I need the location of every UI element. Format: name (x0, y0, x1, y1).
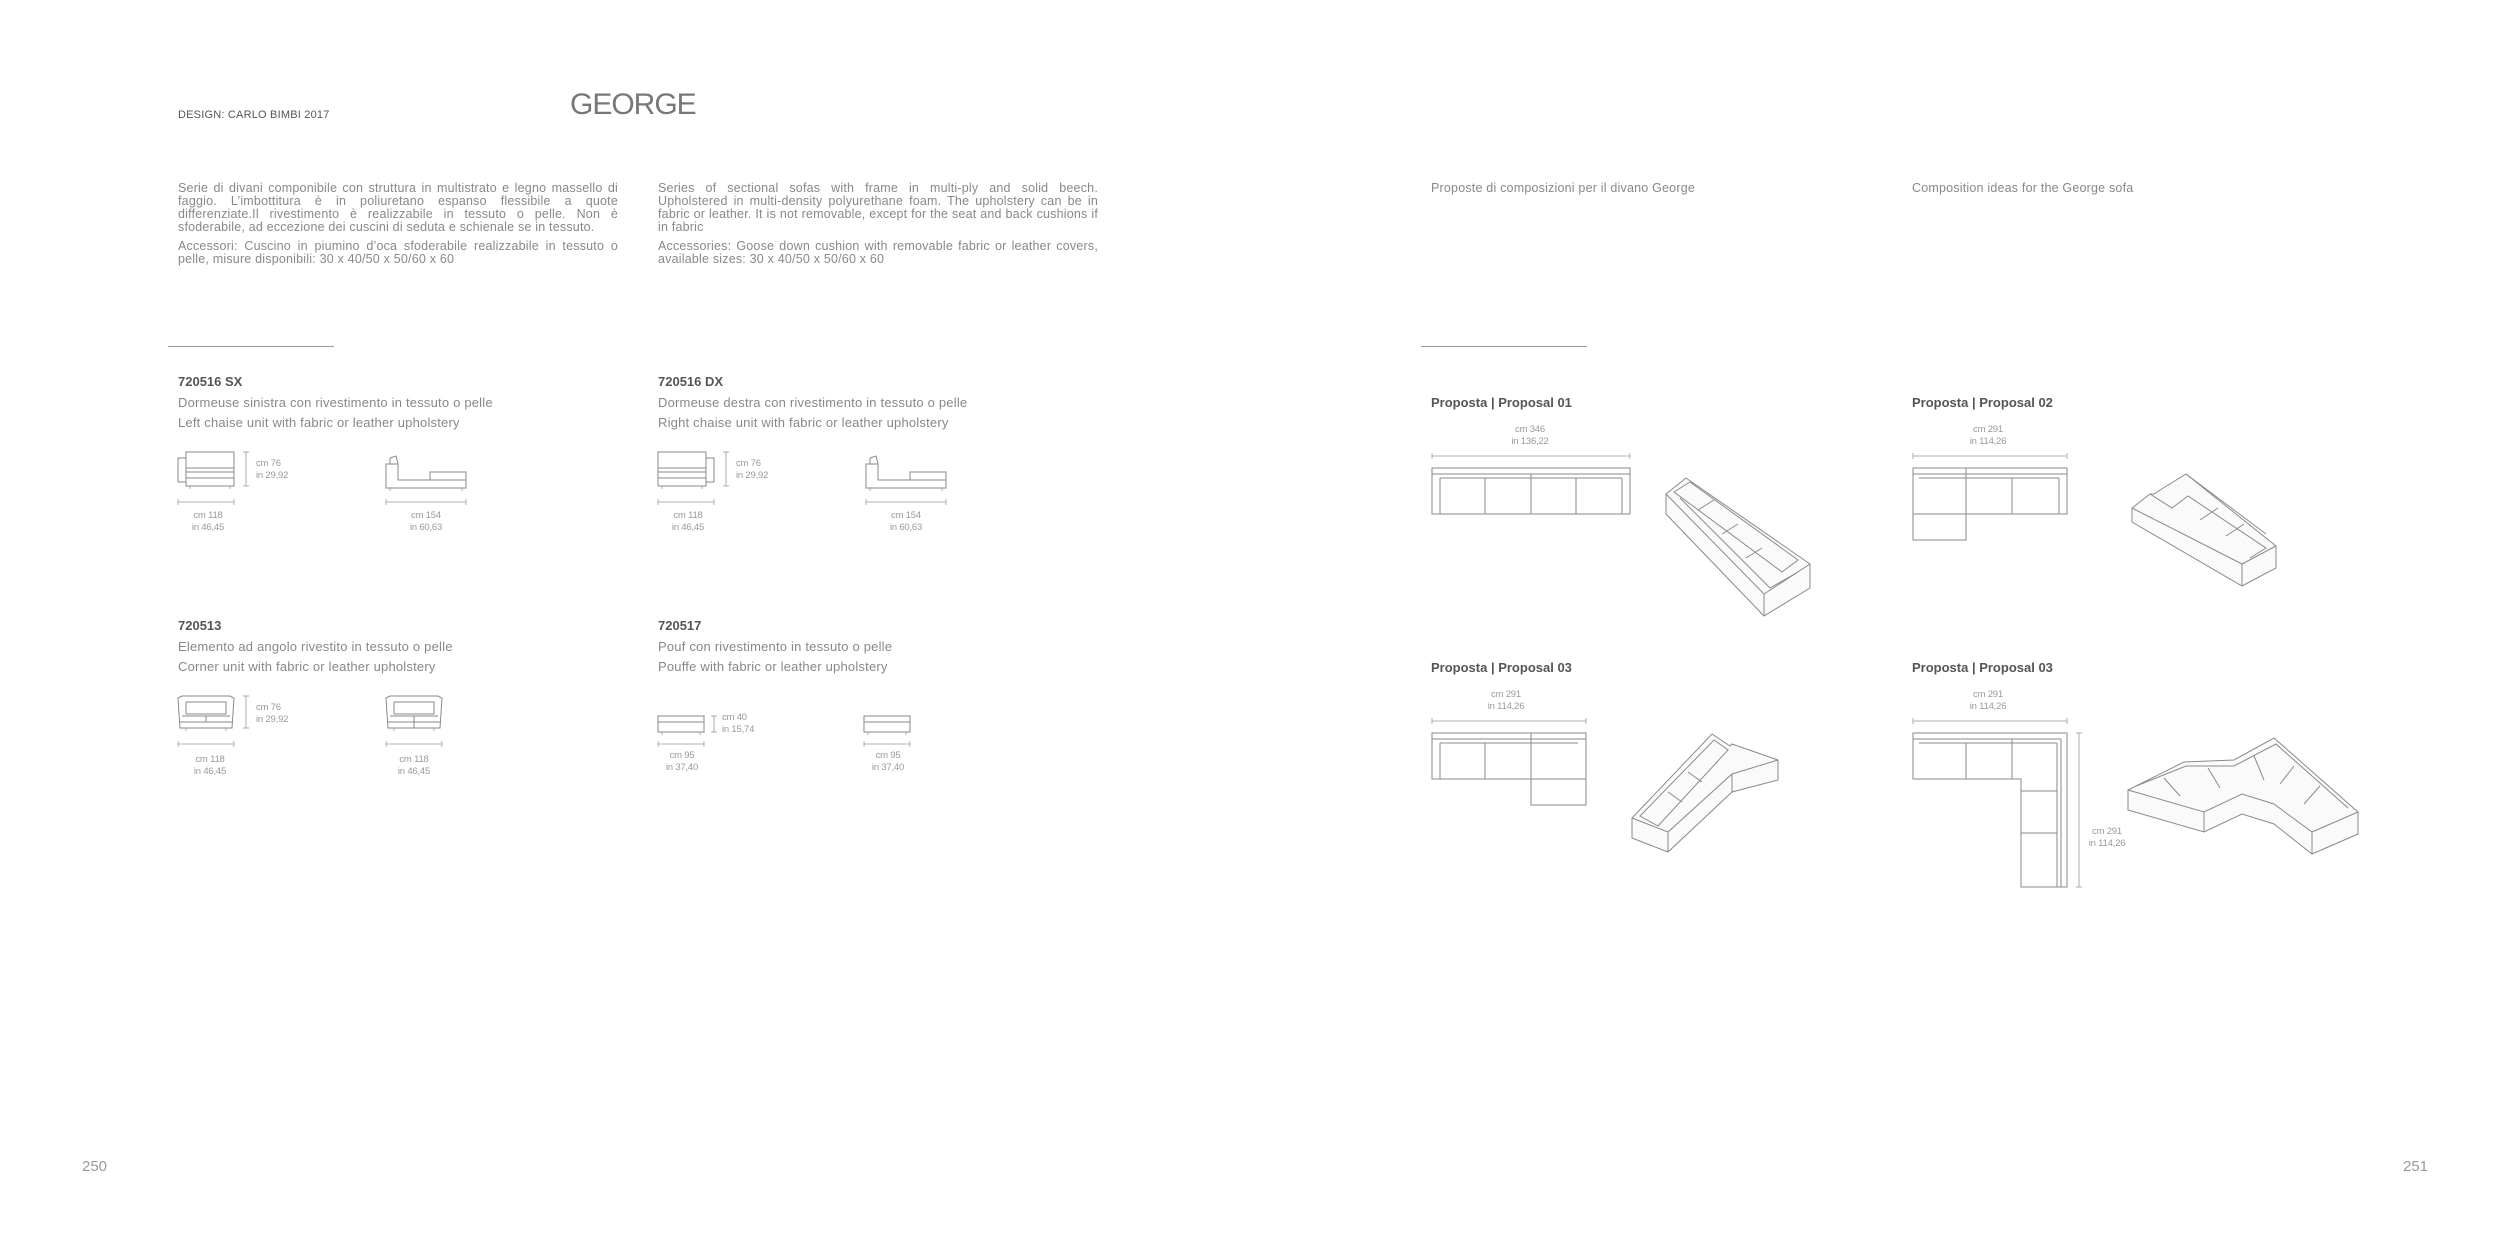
proposal-02-width (1958, 424, 2018, 448)
depth-cm: cm 291 (2092, 826, 2122, 837)
width-cm: cm 95 (875, 750, 901, 761)
corner-unit-front-drawing (384, 692, 454, 752)
width-cm: cm 95 (669, 750, 695, 761)
width-cm: cm 118 (673, 510, 703, 521)
width-dimension-1 (178, 510, 238, 534)
product-desc-it: Dormeuse sinistra con rivestimento in tessuto o pelle (178, 395, 493, 410)
height-in: in 29,92 (256, 470, 289, 481)
width-cm: cm 291 (1491, 689, 1521, 700)
height-cm: cm 40 (722, 712, 747, 723)
product-desc-it: Dormeuse destra con rivestimento in tessuto o pelle (658, 395, 968, 410)
width-cm: cm 118 (399, 754, 429, 765)
compositions-intro-en: Composition ideas for the George sofa (1912, 181, 2134, 195)
width-cm: cm 118 (193, 510, 223, 521)
width-in: in 46,45 (193, 766, 227, 777)
product-desc-en: Left chaise unit with fabric or leather upholstery (178, 415, 460, 430)
product-desc-it: Pouf con rivestimento in tessuto o pelle (658, 639, 893, 654)
proposal-01-width (1500, 424, 1560, 448)
product-720516-sx (178, 374, 618, 433)
width-in: in 114,26 (1969, 436, 2007, 447)
width-cm: cm 154 (891, 510, 921, 521)
product-720516-dx (658, 374, 1098, 433)
proposal-04-title: Proposta | Proposal 03 (1912, 660, 2053, 675)
width-dimension-2 (858, 750, 918, 774)
height-in: in 29,92 (736, 470, 769, 481)
height-cm: cm 76 (256, 702, 281, 713)
proposal-04-plan (1909, 713, 2089, 893)
product-desc-en: Pouffe with fabric or leather upholstery (658, 659, 888, 674)
width-in: in 46,45 (397, 766, 431, 777)
intro-english-p2: Accessories: Goose down cushion with removable fabric or leather covers, available sizes: 30 x 40/50 x 50/60 x 60 (658, 239, 1098, 266)
section-divider-left (168, 346, 334, 347)
height-cm: cm 76 (256, 458, 281, 469)
height-dimension (256, 702, 288, 726)
proposal-03-plan (1428, 713, 1598, 813)
width-in: in 37,40 (665, 762, 699, 773)
intro-italian-p1: Serie di divani componibile con struttura in multistrato e legno massello di faggio. L’imbottitura è in poliuretano espanso flessibile a quote differenziate.Il rivestimento è realizzabile in tessuto o pelle. Non è sfoderabile, ad eccezione dei cuscini di seduta e schienale se in tessuto. (178, 181, 618, 234)
height-dimension (736, 458, 768, 482)
width-in: in 60,63 (409, 522, 443, 533)
proposal-03-perspective (1628, 730, 1788, 860)
width-cm: cm 291 (1973, 689, 2003, 700)
proposal-01-perspective (1660, 464, 1820, 624)
proposal-04-width (1958, 689, 2018, 713)
proposal-04-perspective (2124, 730, 2364, 860)
product-desc-en: Right chaise unit with fabric or leather upholstery (658, 415, 949, 430)
product-code: 720513 (178, 618, 222, 633)
product-720513 (178, 618, 618, 677)
product-desc-en: Corner unit with fabric or leather upholstery (178, 659, 436, 674)
product-code: 720516 SX (178, 374, 243, 389)
section-divider-right (1421, 346, 1587, 347)
depth-in: in 114,26 (2088, 838, 2126, 849)
page-number-left: 250 (82, 1158, 108, 1175)
height-in: in 15,74 (722, 724, 755, 735)
intro-english (658, 182, 1098, 272)
width-cm: cm 154 (411, 510, 441, 521)
width-dimension-1 (652, 750, 712, 774)
proposal-01-plan (1428, 448, 1638, 518)
chaise-left-side-drawing (176, 448, 256, 508)
proposal-02-title: Proposta | Proposal 02 (1912, 395, 2053, 410)
width-dimension-1 (658, 510, 718, 534)
intro-italian-p2: Accessori: Cuscino in piumino d’oca sfoderabile realizzabile in tessuto o pelle, misure disponibili: 30 x 40/50 x 50/60 x 60 (178, 239, 618, 266)
proposal-01-title: Proposta | Proposal 01 (1431, 395, 1572, 410)
chaise-right-front-drawing (864, 450, 954, 510)
pouffe-front-drawing (862, 712, 922, 752)
height-cm: cm 76 (736, 458, 761, 469)
pouffe-side-drawing (656, 712, 726, 752)
width-cm: cm 118 (195, 754, 225, 765)
page-number-right: 251 (2403, 1158, 2429, 1175)
product-desc-it: Elemento ad angolo rivestito in tessuto o pelle (178, 639, 453, 654)
chaise-right-side-drawing (656, 448, 736, 508)
width-cm: cm 346 (1515, 424, 1545, 435)
proposal-03-title: Proposta | Proposal 03 (1431, 660, 1572, 675)
width-in: in 46,45 (191, 522, 225, 533)
width-cm: cm 291 (1973, 424, 2003, 435)
height-in: in 29,92 (256, 714, 289, 725)
width-in: in 37,40 (871, 762, 905, 773)
width-in: in 46,45 (671, 522, 705, 533)
design-credit: DESIGN: CARLO BIMBI 2017 (178, 109, 330, 121)
compositions-intro-it: Proposte di composizioni per il divano George (1431, 181, 1695, 195)
width-dimension-2 (876, 510, 936, 534)
width-in: in 136,22 (1511, 436, 1549, 447)
height-dimension (256, 458, 288, 482)
intro-english-p1: Series of sectional sofas with frame in multi-ply and solid beech. Upholstered in multi-density polyurethane foam. The upholstery can be in fabric or leather. It is not removable, except for the seat and back cushions if in fabric (658, 181, 1098, 234)
proposal-02-plan (1909, 448, 2079, 544)
page-title: GEORGE (570, 88, 696, 121)
width-dimension-2 (384, 754, 444, 778)
intro-italian (178, 182, 618, 272)
width-dimension-1 (180, 754, 240, 778)
width-in: in 114,26 (1487, 701, 1525, 712)
width-in: in 114,26 (1969, 701, 2007, 712)
proposal-03-width (1476, 689, 1536, 713)
proposal-02-perspective (2126, 464, 2286, 594)
width-dimension-2 (396, 510, 456, 534)
chaise-left-front-drawing (384, 450, 474, 510)
height-dimension (722, 712, 754, 736)
product-code: 720517 (658, 618, 702, 633)
width-in: in 60,63 (889, 522, 923, 533)
product-720517 (658, 618, 1098, 677)
product-code: 720516 DX (658, 374, 724, 389)
corner-unit-side-drawing (176, 692, 256, 752)
